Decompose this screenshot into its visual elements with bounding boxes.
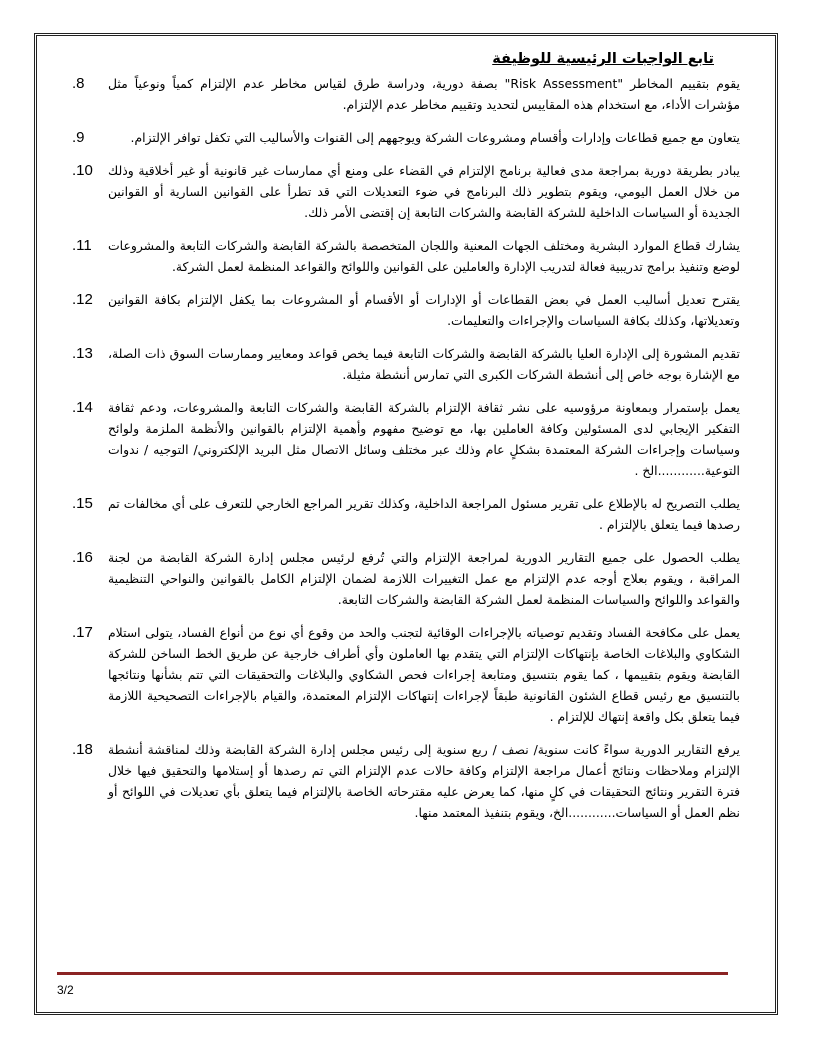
duty-number: .16: [72, 549, 93, 566]
duty-number: .17: [72, 624, 93, 641]
duty-text: يشارك قطاع الموارد البشرية ومختلف الجهات المعنية واللجان المتخصصة بالشركة القابضة والشركات التابعة والمشروعات لوضع وتنفيذ برامج تدريبية فعالة لتدريب الإدارة والعاملين على القوانين واللوائح والقواعد المنظمة لعمل الشركة.: [108, 238, 740, 274]
duty-item: [52, 235, 740, 277]
duty-text: يرفع التقارير الدورية سواءً كانت سنوية/ نصف / ربع سنوية إلى رئيس مجلس إدارة الشركة القابضة وذلك لمناقشة أنشطة الإلتزام وملاحظات ونتائج أعمال مراجعة الإلتزام وكافة حالات عدم الإلتزام التي تم رصدها أو إستلامها والتحقيق فيها خلال فترة التقرير ونتائج التحقيقات في كلٍ منها، كما يعرض عليه مقترحاته الخاصة بالإلتزام فيما يتعلق بأي تعديلات في اللوائح أو نظم العمل أو السياسات............الخ، ويقوم بتنفيذ المعتمد منها.: [108, 742, 740, 820]
duty-number: .8: [72, 75, 85, 92]
duty-item: [52, 547, 740, 610]
duty-text: يقوم بتقييم المخاطر "Risk Assessment" بصفة دورية، ودراسة طرق لقياس مخاطر عدم الإلتزام كمياً ونوعياً مثل مؤشرات الأداء، مع استخدام هذه المقاييس لتحديد وتقييم مخاطر عدم الإلتزام.: [108, 76, 740, 112]
duty-number: .12: [72, 291, 93, 308]
duty-text: يبادر بطريقة دورية بمراجعة مدى فعالية برنامج الإلتزام في القضاء على ومنع أي ممارسات غير قانونية أو غير أخلاقية وذلك من خلال العمل اليومي، ويقوم بتطوير ذلك البرنامج في ضوء التعديلات التي قد تطرأ على القوانين السارية أو القوانين الجديدة أو السياسات الداخلية للشركة القابضة والشركات التابعة إن إقتضى الأمر ذلك.: [108, 163, 740, 220]
duty-text: يطلب التصريح له بالإطلاع على تقرير مسئول المراجعة الداخلية، وكذلك تقرير المراجع الخارجي للتعرف على أي مخالفات تم رصدها فيما يتعلق بالإلتزام .: [108, 496, 740, 532]
duty-item: [52, 127, 740, 148]
duty-item: [52, 622, 740, 727]
duty-item: [52, 343, 740, 385]
duty-text: يطلب الحصول على جميع التقارير الدورية لمراجعة الإلتزام والتي تُرفع لرئيس مجلس إدارة الشركة القابضة من لجنة المراقبة ، ويقوم بعلاج أوجه عدم الإلتزام مع عمل التغييرات اللازمة لضمان الإلتزام الكامل بالقوانين والنواحي التنظيمية والقواعد واللوائح والسياسات المنظمة لعمل الشركة القابضة والشركات التابعة.: [108, 550, 740, 607]
duty-text: يعمل على مكافحة الفساد وتقديم توصياته بالإجراءات الوقائية لتجنب والحد من وقوع أي نوع من أنواع الفساد، يتولى استلام الشكاوي والبلاغات الخاصة بإنتهاكات الإلتزام التي يتقدم بها العاملون وأي أطراف خارجية عن طريق الخط الساخن للشركة القابضة ويقوم بتقييمها ، كما يقوم بتنسيق ومتابعة إجراءات فحص الشكاوي والبلاغات والتحقيقات التي تتم بشأنها ونتائجها بالتنسيق مع رئيس قطاع الشئون القانونية طبقاً لإجراءات إنتهاكات الإلتزام المعتمدة، والقيام بالإجراءات التصحيحية اللازمة فيما يتعلق بكل واقعة إنتهاك للإلتزام .: [108, 625, 740, 724]
duty-number: .11: [72, 237, 92, 254]
footer-divider: [57, 972, 728, 975]
duty-number: .14: [72, 399, 93, 416]
duty-text: يتعاون مع جميع قطاعات وإدارات وأقسام ومشروعات الشركة ويوجههم إلى القنوات والأساليب التي تكفل توافر الإلتزام.: [130, 130, 740, 145]
duty-number: .15: [72, 495, 93, 512]
duty-item: [52, 160, 740, 223]
duty-item: [52, 493, 740, 535]
duty-text: يقترح تعديل أساليب العمل في بعض القطاعات أو الإدارات أو الأقسام أو المشروعات بما يكفل الإلتزام بكافة القوانين وتعديلاتها، وكذلك بكافة السياسات والإجراءات والتعليمات.: [108, 292, 740, 328]
duty-item: [52, 73, 740, 115]
page-number: 3/2: [57, 983, 74, 997]
duty-list: [52, 73, 740, 823]
duty-number: .18: [72, 741, 93, 758]
duty-item: [52, 397, 740, 481]
duty-number: .9: [72, 129, 85, 146]
duty-text: يعمل بإستمرار وبمعاونة مرؤوسيه على نشر ثقافة الإلتزام بالشركة القابضة والشركات التابعة والمشروعات، ودعم ثقافة التفكير الإيجابي لدى المسئولين وكافة العاملين بها، مع توضيح مفهوم وأهمية الإلتزام بالقوانين والأنظمة الملزمة ولوائح وسياسات وإجراءات الشركة المعتمدة بشكلٍ عام وذلك عبر مختلف وسائل الاتصال مثل البريد الإلكتروني/ التوجيه / ندوات التوعية............الخ .: [108, 400, 740, 478]
duty-number: .10: [72, 162, 93, 179]
document-body: [52, 50, 740, 835]
page-title: تابع الواجبات الرئيسية للوظيفة: [492, 51, 714, 67]
duty-item: [52, 289, 740, 331]
duty-number: .13: [72, 345, 93, 362]
duty-text: تقديم المشورة إلى الإدارة العليا بالشركة القابضة والشركات التابعة فيما يخص قواعد ومعايير وممارسات السوق ذات الصلة، مع الإشارة بوجه خاص إلى أنشطة الشركات الكبرى التي تمارس أنشطة مثيلة.: [108, 346, 740, 382]
duty-item: [52, 739, 740, 823]
